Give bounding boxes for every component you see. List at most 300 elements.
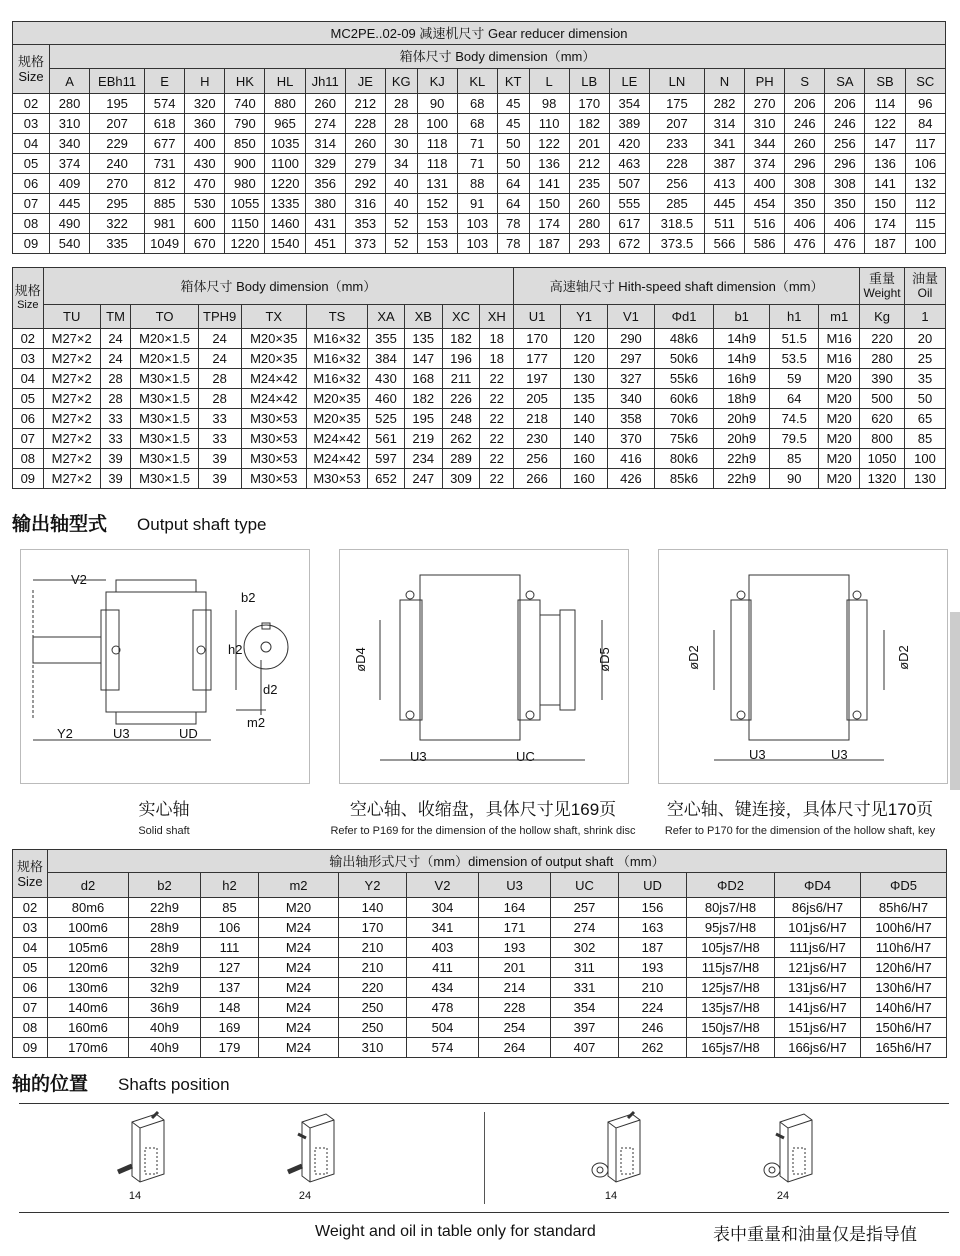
table-cell: 230 xyxy=(514,429,561,449)
table-cell: 39 xyxy=(100,449,131,469)
table-cell: 140h6/H7 xyxy=(861,998,947,1018)
table-cell: 617 xyxy=(609,214,649,234)
size-cell: 08 xyxy=(13,214,50,234)
table-cell: 350 xyxy=(825,194,865,214)
table-cell: 250 xyxy=(339,1018,407,1038)
table-cell: 289 xyxy=(442,449,480,469)
table-cell: 111 xyxy=(201,938,259,958)
table-cell: 260 xyxy=(305,94,345,114)
table-cell: 14h9 xyxy=(714,329,770,349)
table-cell: 260 xyxy=(785,134,825,154)
table-cell: 28h9 xyxy=(129,938,201,958)
table-cell: 131js6/H7 xyxy=(775,978,861,998)
table-row xyxy=(13,94,946,114)
table-cell: 574 xyxy=(407,1038,479,1058)
table-cell: 78 xyxy=(497,214,529,234)
table-cell: 40h9 xyxy=(129,1018,201,1038)
table-cell: 228 xyxy=(479,998,551,1018)
table-cell: 50k6 xyxy=(654,349,713,369)
table-cell: 454 xyxy=(745,194,785,214)
table-cell: 130h6/H7 xyxy=(861,978,947,998)
label-b2: b2 xyxy=(241,590,256,605)
table-cell: 1050 xyxy=(860,449,905,469)
size-cell: 05 xyxy=(13,154,50,174)
table-cell: 100 xyxy=(905,449,946,469)
column-header: EBh11 xyxy=(90,69,145,94)
table-cell: 100 xyxy=(905,234,945,254)
table-cell: 150js7/H8 xyxy=(687,1018,775,1038)
table-cell: 218 xyxy=(514,409,561,429)
table-cell: 304 xyxy=(407,898,479,918)
table-cell: 540 xyxy=(49,234,89,254)
table-cell: 228 xyxy=(345,114,385,134)
table-cell: 22h9 xyxy=(129,898,201,918)
table-cell: 652 xyxy=(368,469,405,489)
table-cell: 207 xyxy=(649,114,704,134)
table-cell: 220 xyxy=(860,329,905,349)
table-cell: 193 xyxy=(479,938,551,958)
table-cell: 296 xyxy=(825,154,865,174)
table-cell: M27×2 xyxy=(43,329,100,349)
table-cell: 600 xyxy=(185,214,225,234)
table-row xyxy=(13,978,947,998)
table-row xyxy=(13,194,946,214)
table-cell: 574 xyxy=(145,94,185,114)
table-cell: 84 xyxy=(905,114,945,134)
shaft-position-item xyxy=(282,1108,352,1208)
table-cell: 122 xyxy=(865,114,905,134)
table-cell: 331 xyxy=(551,978,619,998)
table-cell: 20 xyxy=(905,329,946,349)
table-cell: 246 xyxy=(825,114,865,134)
table-cell: 170 xyxy=(339,918,407,938)
table-cell: 179 xyxy=(201,1038,259,1058)
table-cell: 165h6/H7 xyxy=(861,1038,947,1058)
shrink-disc-caption-en: Refer to P169 for the dimension of the hollow shaft, shrink disc xyxy=(330,825,636,837)
table-cell: 205 xyxy=(514,389,561,409)
table-cell: 511 xyxy=(704,214,744,234)
table-cell: 201 xyxy=(569,134,609,154)
solid-shaft-caption-en: Solid shaft xyxy=(138,825,190,837)
column-header: UC xyxy=(551,873,619,898)
table-cell: 460 xyxy=(368,389,405,409)
table-cell: 1220 xyxy=(265,174,305,194)
table-cell: 80js7/H8 xyxy=(687,898,775,918)
oil-header: 油量 Oil xyxy=(905,268,946,305)
table-cell: 18 xyxy=(480,329,514,349)
table-cell: 22 xyxy=(480,449,514,469)
table-cell: 340 xyxy=(49,134,89,154)
table-cell: M24 xyxy=(259,918,339,938)
table-cell: 182 xyxy=(569,114,609,134)
table-cell: 120h6/H7 xyxy=(861,958,947,978)
table-cell: 270 xyxy=(745,94,785,114)
table-row xyxy=(13,1018,947,1038)
table-cell: 327 xyxy=(607,369,654,389)
column-header: TX xyxy=(241,305,306,329)
table-cell: 445 xyxy=(704,194,744,214)
table-cell: 33 xyxy=(198,429,241,449)
column-headers xyxy=(13,873,947,898)
table-cell: 48k6 xyxy=(654,329,713,349)
table-cell: M30×1.5 xyxy=(131,449,198,469)
table-cell: 120 xyxy=(561,329,608,349)
table-cell: M16×32 xyxy=(306,329,367,349)
column-header: XA xyxy=(368,305,405,329)
table-cell: 132 xyxy=(905,174,945,194)
table-cell: 141 xyxy=(865,174,905,194)
size-header: 规格 Size xyxy=(13,268,44,329)
table-cell: 74.5 xyxy=(770,409,819,429)
table-cell: 22 xyxy=(480,429,514,449)
table-cell: 111js6/H7 xyxy=(775,938,861,958)
column-header: E xyxy=(145,69,185,94)
table-cell: 160 xyxy=(561,449,608,469)
column-header: Jh11 xyxy=(305,69,345,94)
table-cell: 40h9 xyxy=(129,1038,201,1058)
label-u3: U3 xyxy=(113,726,130,741)
table-cell: 24 xyxy=(100,349,131,369)
table-cell: M30×53 xyxy=(241,469,306,489)
table-cell: 105m6 xyxy=(48,938,129,958)
table-cell: 28 xyxy=(100,369,131,389)
table-cell: 103 xyxy=(457,214,497,234)
table-cell: 812 xyxy=(145,174,185,194)
table-cell: 91 xyxy=(457,194,497,214)
table-cell: 90 xyxy=(770,469,819,489)
table-cell: 163 xyxy=(619,918,687,938)
table-row xyxy=(13,938,947,958)
table-cell: 80k6 xyxy=(654,449,713,469)
table-cell: M24×42 xyxy=(306,449,367,469)
table-row xyxy=(13,174,946,194)
table-cell: M24 xyxy=(259,1038,339,1058)
size-cell: 09 xyxy=(13,469,44,489)
table-cell: 150 xyxy=(529,194,569,214)
column-header: U3 xyxy=(479,873,551,898)
table-cell: 354 xyxy=(609,94,649,114)
table-cell: 1100 xyxy=(265,154,305,174)
table-cell: 24 xyxy=(198,329,241,349)
table-cell: 420 xyxy=(609,134,649,154)
table-cell: 335 xyxy=(90,234,145,254)
table-cell: M30×1.5 xyxy=(131,369,198,389)
table-cell: 1150 xyxy=(225,214,265,234)
size-cell: 04 xyxy=(13,938,48,958)
table-cell: 53.5 xyxy=(770,349,819,369)
column-headers xyxy=(13,69,946,94)
table-cell: M30×1.5 xyxy=(131,429,198,449)
table-cell: M20 xyxy=(259,898,339,918)
divider xyxy=(484,1112,485,1204)
table-cell: 476 xyxy=(785,234,825,254)
table-row xyxy=(13,998,947,1018)
table-cell: 166js6/H7 xyxy=(775,1038,861,1058)
table-cell: 65 xyxy=(905,409,946,429)
table-cell: M16 xyxy=(819,349,860,369)
size-header: 规格 Size xyxy=(13,45,50,94)
column-header: PH xyxy=(745,69,785,94)
table-cell: 670 xyxy=(185,234,225,254)
table-cell: 1220 xyxy=(225,234,265,254)
table-cell: 115 xyxy=(905,214,945,234)
table-cell: 416 xyxy=(607,449,654,469)
table-cell: 52 xyxy=(385,214,417,234)
table-cell: 115js7/H8 xyxy=(687,958,775,978)
table-cell: 310 xyxy=(339,1038,407,1058)
table-cell: 356 xyxy=(305,174,345,194)
table-cell: 51.5 xyxy=(770,329,819,349)
column-headers xyxy=(13,305,946,329)
table-cell: 1335 xyxy=(265,194,305,214)
table-cell: 86js6/H7 xyxy=(775,898,861,918)
table-cell: 1035 xyxy=(265,134,305,154)
table-cell: 59 xyxy=(770,369,819,389)
table-row xyxy=(13,349,946,369)
table-row xyxy=(13,409,946,429)
table-cell: 322 xyxy=(90,214,145,234)
table-cell: 147 xyxy=(404,349,442,369)
table-cell: 620 xyxy=(860,409,905,429)
size-cell: 07 xyxy=(13,429,44,449)
label-ud: UD xyxy=(179,726,198,741)
table-cell: 28 xyxy=(100,389,131,409)
table-cell: 1055 xyxy=(225,194,265,214)
table-cell: 270 xyxy=(90,174,145,194)
table-cell: 30 xyxy=(385,134,417,154)
table-cell: 234 xyxy=(404,449,442,469)
table-cell: 169 xyxy=(201,1018,259,1038)
table-cell: 20h9 xyxy=(714,429,770,449)
table-cell: M16 xyxy=(819,329,860,349)
table-cell: 182 xyxy=(404,389,442,409)
table-row xyxy=(13,469,946,489)
table-cell: 34 xyxy=(385,154,417,174)
table-cell: 247 xyxy=(404,469,442,489)
table-cell: 885 xyxy=(145,194,185,214)
table-cell: 170m6 xyxy=(48,1038,129,1058)
column-header: V1 xyxy=(607,305,654,329)
table-cell: 308 xyxy=(785,174,825,194)
table-cell: 290 xyxy=(607,329,654,349)
table-cell: 226 xyxy=(442,389,480,409)
table-cell: M27×2 xyxy=(43,469,100,489)
table-cell: 22 xyxy=(480,469,514,489)
table-cell: 170 xyxy=(514,329,561,349)
table-cell: 136 xyxy=(865,154,905,174)
size-header: 规格 Size xyxy=(13,850,48,898)
table-cell: 257 xyxy=(551,898,619,918)
column-header: SC xyxy=(905,69,945,94)
table-cell: 618 xyxy=(145,114,185,134)
gearbox-icon xyxy=(282,1108,352,1190)
column-header: KJ xyxy=(417,69,457,94)
table-cell: 171 xyxy=(479,918,551,938)
label-d2-left: øD2 xyxy=(685,645,701,670)
table-cell: 280 xyxy=(860,349,905,369)
table-cell: 130 xyxy=(905,469,946,489)
table-cell: 20h9 xyxy=(714,409,770,429)
table-cell: 50 xyxy=(905,389,946,409)
table-cell: 430 xyxy=(185,154,225,174)
table-cell: M16×32 xyxy=(306,369,367,389)
table-cell: 70k6 xyxy=(654,409,713,429)
table-cell: 597 xyxy=(368,449,405,469)
table-cell: 103 xyxy=(457,234,497,254)
table-cell: M27×2 xyxy=(43,409,100,429)
label-u3: U3 xyxy=(410,749,427,764)
table-cell: M30×53 xyxy=(241,409,306,429)
table-cell: 140 xyxy=(561,409,608,429)
table-cell: 135js7/H8 xyxy=(687,998,775,1018)
table-cell: 850 xyxy=(225,134,265,154)
table-cell: 85k6 xyxy=(654,469,713,489)
table-cell: 174 xyxy=(529,214,569,234)
table-cell: 150h6/H7 xyxy=(861,1018,947,1038)
table-cell: 71 xyxy=(457,134,497,154)
column-header: Y2 xyxy=(339,873,407,898)
table-cell: 586 xyxy=(745,234,785,254)
table-cell: 1320 xyxy=(860,469,905,489)
table-cell: 256 xyxy=(649,174,704,194)
table-cell: 22 xyxy=(480,409,514,429)
table-cell: 260 xyxy=(569,194,609,214)
table-cell: 285 xyxy=(649,194,704,214)
table-cell: 130 xyxy=(561,369,608,389)
table-cell: 22 xyxy=(480,389,514,409)
table-cell: 120 xyxy=(561,349,608,369)
table-cell: 900 xyxy=(225,154,265,174)
column-header: LN xyxy=(649,69,704,94)
table-cell: 100h6/H7 xyxy=(861,918,947,938)
table-row xyxy=(13,214,946,234)
table-cell: 400 xyxy=(745,174,785,194)
table-cell: 112 xyxy=(905,194,945,214)
body-and-shaft-dimension-table xyxy=(12,267,946,489)
solid-shaft-drawing xyxy=(20,549,310,784)
table-row xyxy=(13,134,946,154)
table-cell: 39 xyxy=(100,469,131,489)
table-row xyxy=(13,1038,947,1058)
table-cell: 28 xyxy=(385,94,417,114)
table-cell: 373.5 xyxy=(649,234,704,254)
table-cell: 282 xyxy=(704,94,744,114)
column-header: U1 xyxy=(514,305,561,329)
table-cell: 25 xyxy=(905,349,946,369)
table-cell: 175 xyxy=(649,94,704,114)
table-cell: 24 xyxy=(100,329,131,349)
table-cell: 64 xyxy=(497,174,529,194)
table-cell: 248 xyxy=(442,409,480,429)
table-row xyxy=(13,329,946,349)
table-cell: M27×2 xyxy=(43,389,100,409)
table-cell: 170 xyxy=(569,94,609,114)
table-cell: 566 xyxy=(704,234,744,254)
column-header: d2 xyxy=(48,873,129,898)
table-cell: 168 xyxy=(404,369,442,389)
table-cell: 80m6 xyxy=(48,898,129,918)
table-cell: 430 xyxy=(368,369,405,389)
table-cell: 121js6/H7 xyxy=(775,958,861,978)
table-cell: 250 xyxy=(339,998,407,1018)
table-cell: 407 xyxy=(551,1038,619,1058)
column-header: HK xyxy=(225,69,265,94)
table-cell: 152 xyxy=(417,194,457,214)
table-cell: 212 xyxy=(345,94,385,114)
label-d5: øD5 xyxy=(596,647,612,672)
table-cell: 28h9 xyxy=(129,918,201,938)
table-cell: 264 xyxy=(479,1038,551,1058)
table-cell: 32h9 xyxy=(129,958,201,978)
table-cell: 140m6 xyxy=(48,998,129,1018)
table-cell: 33 xyxy=(100,429,131,449)
table-cell: 141 xyxy=(529,174,569,194)
table-cell: 95js7/H8 xyxy=(687,918,775,938)
size-cell: 02 xyxy=(13,898,48,918)
table-cell: 207 xyxy=(90,114,145,134)
table-cell: 370 xyxy=(607,429,654,449)
column-header: ΦD4 xyxy=(775,873,861,898)
size-cell: 06 xyxy=(13,174,50,194)
table-cell: 431 xyxy=(305,214,345,234)
table-cell: 127 xyxy=(201,958,259,978)
table-cell: 260 xyxy=(345,134,385,154)
table-row xyxy=(13,958,947,978)
table-cell: 201 xyxy=(479,958,551,978)
table-cell: 22h9 xyxy=(714,469,770,489)
table-cell: M20×35 xyxy=(306,409,367,429)
table-cell: 354 xyxy=(551,998,619,1018)
table-cell: 266 xyxy=(514,469,561,489)
table-cell: 40 xyxy=(385,194,417,214)
table-cell: 118 xyxy=(417,154,457,174)
table-cell: 206 xyxy=(825,94,865,114)
table-cell: 210 xyxy=(619,978,687,998)
table-cell: 308 xyxy=(825,174,865,194)
table-cell: 68 xyxy=(457,114,497,134)
table-cell: M30×53 xyxy=(306,469,367,489)
solid-shaft-caption-cn: 实心轴 xyxy=(138,800,190,819)
column-header: TPH9 xyxy=(198,305,241,329)
weight-header: 重量 Weight xyxy=(860,268,905,305)
table-cell: M20 xyxy=(819,369,860,389)
size-cell: 04 xyxy=(13,134,50,154)
shaft-position-label: 14 xyxy=(604,1190,618,1202)
table-cell: 110h6/H7 xyxy=(861,938,947,958)
table-cell: 463 xyxy=(609,154,649,174)
column-header: XB xyxy=(404,305,442,329)
table-cell: 211 xyxy=(442,369,480,389)
table-cell: 409 xyxy=(49,174,89,194)
gearbox-icon xyxy=(588,1108,658,1190)
table-cell: 296 xyxy=(785,154,825,174)
hollow-shaft-shrink-disc-drawing xyxy=(339,549,629,784)
table-cell: 373 xyxy=(345,234,385,254)
table-cell: 293 xyxy=(569,234,609,254)
table-cell: 110 xyxy=(529,114,569,134)
table-cell: 35 xyxy=(905,369,946,389)
table-cell: 187 xyxy=(529,234,569,254)
table-row xyxy=(13,898,947,918)
column-header: LE xyxy=(609,69,649,94)
table-cell: M30×1.5 xyxy=(131,469,198,489)
gear-reducer-dimension-table xyxy=(12,21,946,254)
table-cell: 18 xyxy=(480,349,514,369)
footer-note-en: Weight and oil in table only for standard xyxy=(315,1223,596,1240)
label-u3-left: U3 xyxy=(749,747,766,762)
table-cell: 71 xyxy=(457,154,497,174)
column-header: TU xyxy=(43,305,100,329)
